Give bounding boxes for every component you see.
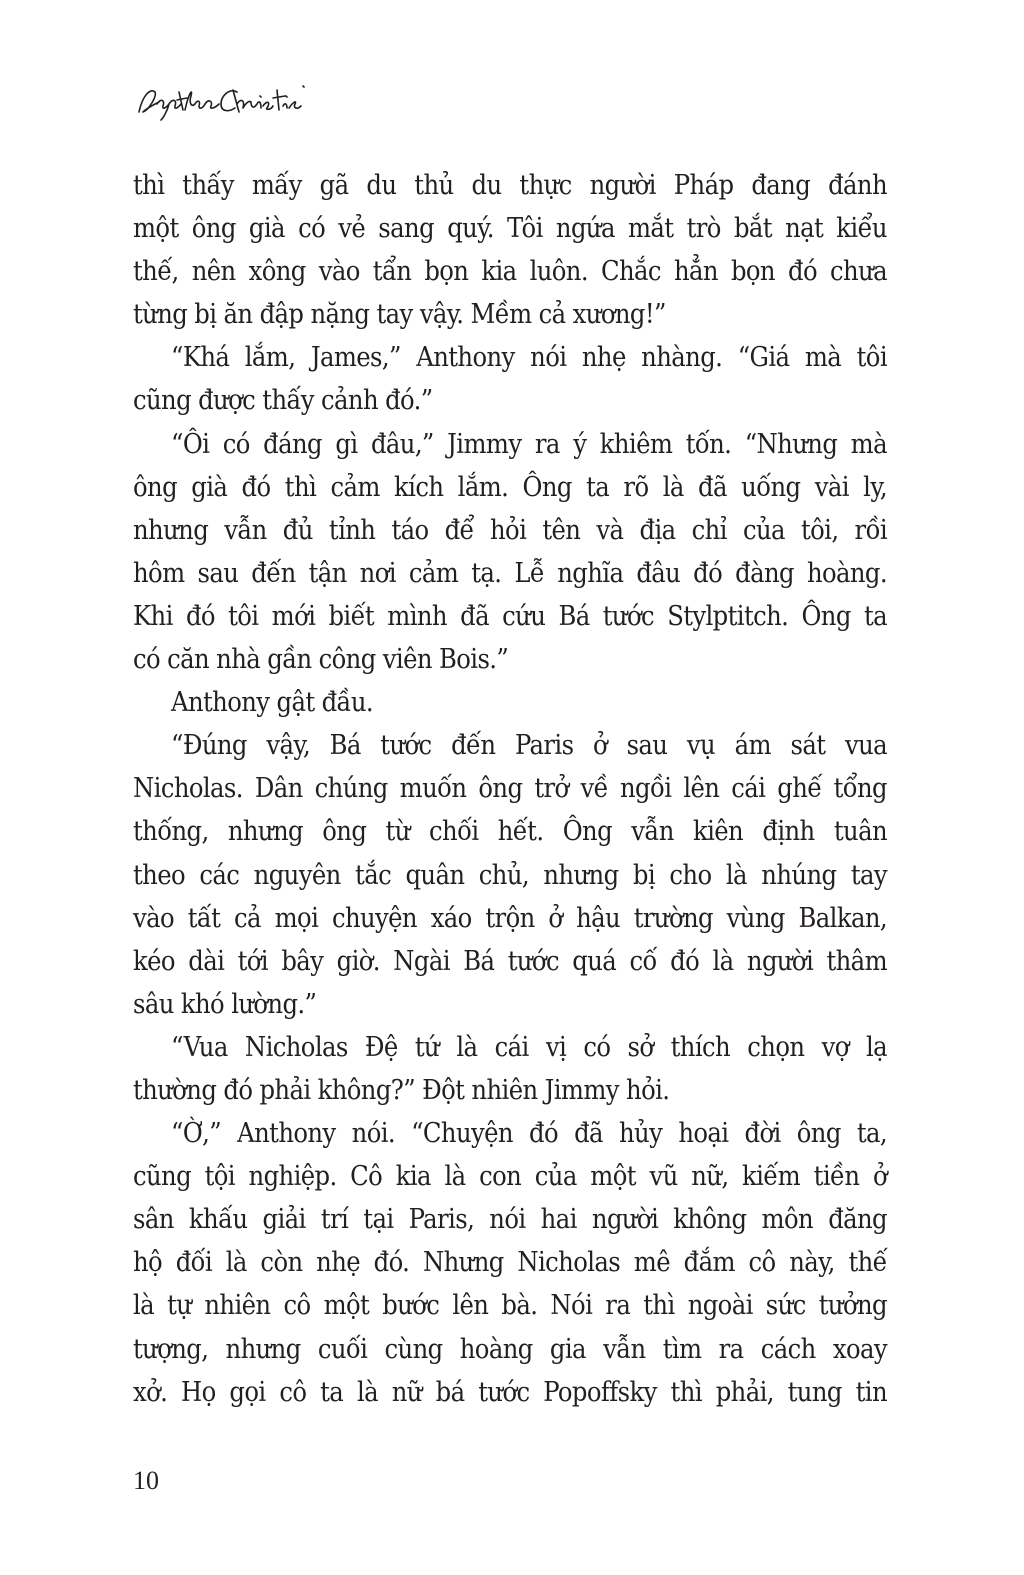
- author-signature-logo: [133, 82, 313, 122]
- text-line: theo các nguyên tắc quân chủ, nhưng bị cho là nhúng tay: [133, 859, 887, 891]
- text-line: sân khấu giải trí tại Paris, nói hai người không môn đăng: [133, 1204, 887, 1236]
- text-line: thường đó phải không?” Đột nhiên Jimmy hỏi.: [133, 1074, 670, 1106]
- text-line: cũng được thấy cảnh đó.”: [133, 385, 433, 417]
- text-line: “Đúng vậy, Bá tước đến Paris ở sau vụ ám sát vua: [171, 730, 887, 762]
- paragraph-6: [133, 1026, 887, 1112]
- text-line: thế, nên xông vào tẩn bọn kia luôn. Chắc hẳn bọn đó chưa: [133, 256, 887, 288]
- book-body-text: [133, 164, 887, 1414]
- text-line: “Khá lắm, James,” Anthony nói nhẹ nhàng. “Giá mà tôi: [171, 342, 887, 374]
- text-line: tượng, nhưng cuối cùng hoàng gia vẫn tìm ra cách xoay: [133, 1333, 887, 1365]
- text-line: cũng tội nghiệp. Cô kia là con của một vũ nữ, kiếm tiền ở: [133, 1161, 887, 1193]
- text-line: từng bị ăn đập nặng tay vậy. Mềm cả xương!”: [133, 299, 666, 331]
- text-line: hộ đối là còn nhẹ đó. Nhưng Nicholas mê đắm cô này, thế: [133, 1247, 887, 1279]
- paragraph-5: [133, 724, 887, 1026]
- text-line: Anthony gật đầu.: [171, 687, 373, 719]
- text-line: một ông già có vẻ sang quý. Tôi ngứa mắt trò bắt nạt kiểu: [133, 213, 887, 245]
- text-line: có căn nhà gần công viên Bois.”: [133, 644, 509, 676]
- text-line: “Ôi có đáng gì đâu,” Jimmy ra ý khiêm tốn. “Nhưng mà: [171, 428, 887, 460]
- text-line: vào tất cả mọi chuyện xáo trộn ở hậu trường vùng Balkan,: [133, 902, 887, 934]
- text-line: kéo dài tới bây giờ. Ngài Bá tước quá cố đó là người thâm: [133, 945, 887, 977]
- paragraph-7: [133, 1112, 887, 1414]
- text-line: thì thấy mấy gã du thủ du thực người Pháp đang đánh: [133, 170, 887, 201]
- text-line: sâu khó lường.”: [133, 988, 317, 1020]
- text-line: “Vua Nicholas Đệ tứ là cái vị có sở thích chọn vợ lạ: [171, 1031, 887, 1063]
- text-line: là tự nhiên cô một bước lên bà. Nói ra thì ngoài sức tưởng: [133, 1290, 887, 1322]
- text-line: ông già đó thì cảm kích lắm. Ông ta rõ là đã uống vài ly,: [133, 471, 887, 503]
- text-line: hôm sau đến tận nơi cảm tạ. Lễ nghĩa đâu đó đàng hoàng.: [133, 557, 887, 589]
- paragraph-2: [133, 336, 887, 422]
- text-line: Khi đó tôi mới biết mình đã cứu Bá tước Stylptitch. Ông ta: [133, 600, 887, 632]
- text-line: xở. Họ gọi cô ta là nữ bá tước Popoffsky thì phải, tung tin: [133, 1376, 887, 1408]
- page-number: 10: [133, 1466, 159, 1495]
- paragraph-3: [133, 423, 887, 682]
- text-line: Nicholas. Dân chúng muốn ông trở về ngồi lên cái ghế tổng: [133, 773, 887, 805]
- paragraph-4: [133, 681, 887, 724]
- text-line: nhưng vẫn đủ tỉnh táo để hỏi tên và địa chỉ của tôi, rồi: [133, 514, 887, 546]
- signature-icon: [133, 82, 313, 122]
- paragraph-1: [133, 164, 887, 336]
- text-line: thống, nhưng ông từ chối hết. Ông vẫn kiên định tuân: [133, 816, 887, 848]
- text-line: “Ờ,” Anthony nói. “Chuyện đó đã hủy hoại đời ông ta,: [171, 1118, 887, 1150]
